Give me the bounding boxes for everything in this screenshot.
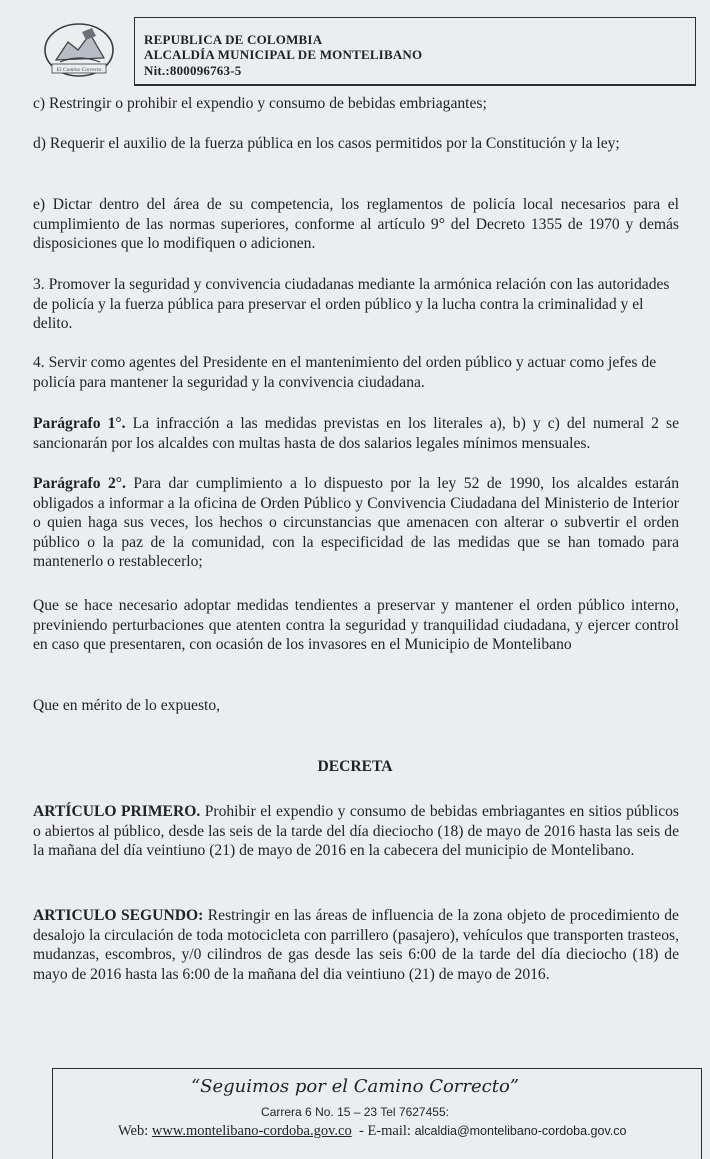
footer-slogan: “Seguimos por el Camino Correcto”	[190, 1076, 520, 1097]
paragrafo-2-label: Parágrafo 2°.	[33, 475, 126, 492]
article-first	[33, 802, 679, 861]
paragraph-4: 4. Servir como agentes del Presidente en el mantenimiento del orden público y actuar como jefes de policía para mantener la seguridad y la convivencia ciudadana.	[33, 354, 657, 391]
article-second-text: Restringir en las áreas de influencia de la zona objeto de procedimiento de desalojo la circulación de toda motocicleta con parrillero (pasajero), vehículos que transporten trasteos, mudanzas, escombros, y/0 cilindros de gas desde las seis 6:00 de la tarde del día dieciocho (18) de mayo de 2016 hasta las 6:00 de la mañana del dia veintiuno (21) de mayo de 2016.	[33, 907, 679, 983]
web-label: Web:	[118, 1123, 152, 1139]
website-link[interactable]: www.montelibano-cordoba.gov.co	[151, 1123, 352, 1139]
paragraph-d: d) Requerir el auxilio de la fuerza pública en los casos permitidos por la Constitución y la ley;	[33, 135, 620, 152]
decreta-heading: DECRETA	[317, 758, 393, 775]
paragrafo-2-text: Para dar cumplimiento a lo dispuesto por la ley 52 de 1990, los alcaldes estarán obligados a informar a la oficina de Orden Público y Convivencia Ciudadana del Ministerio de Interior o quien haga sus veces, los hechos o circunstancias que amenacen con alterar o subvertir el orden público o la paz de la comunidad, con la especificidad de las medidas que se han tomado para mantenerlo o restablecerlo;	[33, 475, 680, 570]
footer-address: Carrera 6 No. 15 – 23 Tel 7627455:	[261, 1105, 449, 1119]
paragraph-paragrafo-2	[33, 474, 679, 572]
paragrafo-1-label: Parágrafo 1°.	[33, 415, 126, 432]
header-country: REPUBLICA DE COLOMBIA	[144, 32, 323, 47]
email-link[interactable]: alcaldia@montelibano-cordoba.gov.co	[414, 1124, 627, 1138]
article-second	[33, 906, 679, 984]
paragraph-que: Que se hace necesario adoptar medidas tendientes a preservar y mantener el orden público interno, previniendo perturbaciones que atenten contra la seguridad y tranquilidad ciudadana, y ejercer control en caso que presentaren, con ocasión de los invasores en el Municipio de Montelibano	[33, 597, 679, 653]
municipal-seal-icon	[38, 20, 120, 82]
paragraph-e: e) Dictar dentro del área de su competencia, los reglamentos de policía local necesarios para el cumplimiento de las normas superiores, conforme al artículo 9° del Decreto 1355 de 1970 y demás disposiciones que lo modifiquen o adicionen.	[33, 196, 679, 252]
paragraph-c: c) Restringir o prohibir el expendio y consumo de bebidas embriagantes;	[33, 95, 487, 112]
header-nit: Nit.:800096763-5	[144, 63, 242, 78]
svg-text:El Camino Correcto: El Camino Correcto	[56, 67, 102, 73]
article-first-label: ARTÍCULO PRIMERO.	[33, 803, 201, 820]
email-label: - E-mail:	[351, 1123, 415, 1139]
paragraph-paragrafo-1	[33, 414, 679, 453]
footer-contact	[118, 1123, 626, 1140]
article-second-label: ARTICULO SEGUNDO:	[33, 907, 204, 924]
paragrafo-1-text: La infracción a las medidas previstas en los literales a), b) y c) del numeral 2 se sancionarán por los alcaldes con multas hasta de dos salarios legales mínimos mensuales.	[33, 415, 679, 452]
header-municipality: ALCALDÍA MUNICIPAL DE MONTELIBANO	[144, 47, 423, 62]
article-first-text: Prohibir el expendio y consumo de bebidas embriagantes en sitios públicos o abiertos al público, desde las seis de la tarde del día dieciocho (18) de mayo de 2016 hasta las seis de la mañana del día veintiuno (21) de mayo de 2016 en la cabecera del municipio de Montelibano.	[33, 803, 679, 859]
paragraph-merito: Que en mérito de lo expuesto,	[33, 697, 221, 714]
paragraph-3: 3. Promover la seguridad y convivencia ciudadanas mediante la armónica relación con las autoridades de policía y la fuerza pública para preservar el orden público y la lucha contra la criminalidad y el delito.	[33, 276, 670, 332]
